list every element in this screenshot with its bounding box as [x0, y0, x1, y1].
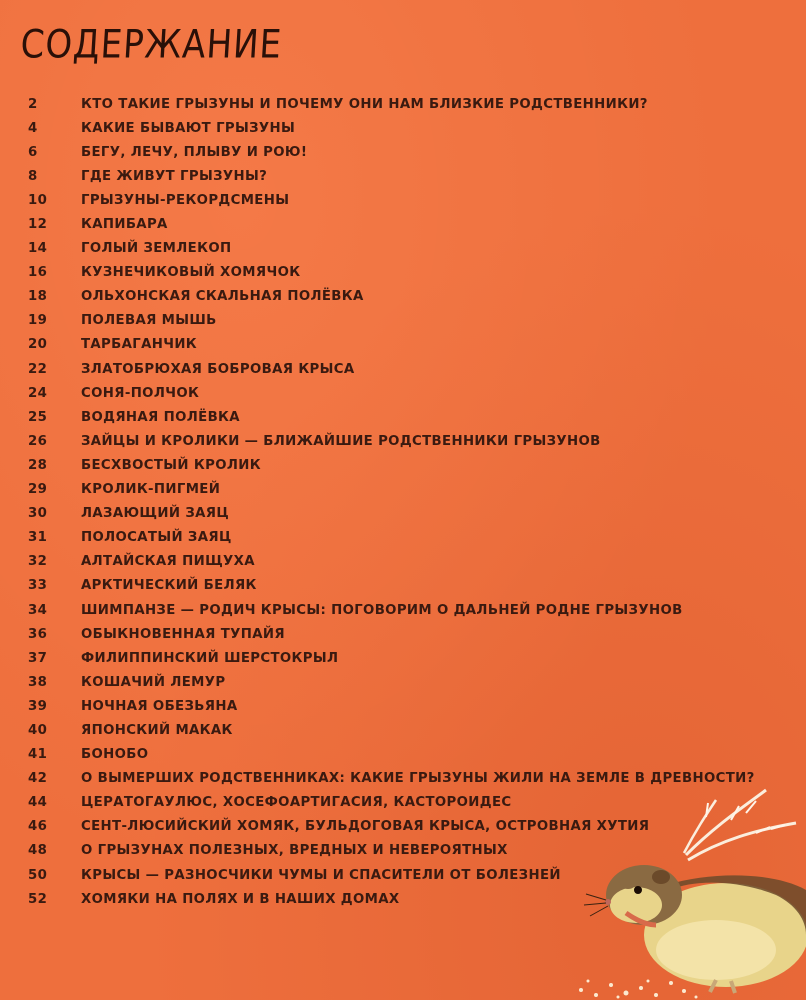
toc-entry-title: ПОЛОСАТЫЙ ЗАЯЦ [81, 530, 232, 546]
toc-entry-title: ГРЫЗУНЫ-РЕКОРДСМЕНЫ [81, 192, 290, 208]
page-title: СОДЕРЖАНИЕ [19, 22, 284, 68]
toc-entry[interactable] [0, 429, 806, 453]
toc-page-number: 52 [28, 891, 48, 907]
toc-entry-title: ЗЛАТОБРЮХАЯ БОБРОВАЯ КРЫСА [81, 361, 355, 377]
toc-page-number: 16 [28, 265, 48, 281]
toc-entry-title: АЛТАЙСКАЯ ПИЩУХА [81, 554, 255, 570]
toc-entry-title: АРКТИЧЕСКИЙ БЕЛЯК [81, 578, 257, 594]
toc-entry-title: БЕГУ, ЛЕЧУ, ПЛЫВУ И РОЮ! [81, 144, 308, 160]
toc-entry[interactable] [0, 92, 806, 116]
toc-page-number: 34 [28, 602, 48, 618]
toc-entry-title: КУЗНЕЧИКОВЫЙ ХОМЯЧОК [81, 265, 301, 281]
toc-entry-title: О ВЫМЕРШИХ РОДСТВЕННИКАХ: КАКИЕ ГРЫЗУНЫ ЖИЛИ НА ЗЕМЛЕ В ДРЕВНОСТИ? [81, 771, 755, 787]
toc-page-number: 33 [28, 578, 48, 594]
toc-page-number: 10 [28, 192, 48, 208]
toc-entry-title: ТАРБАГАНЧИК [81, 337, 198, 353]
toc-entry[interactable] [0, 502, 806, 526]
wheat-stalks-illustration [684, 790, 796, 860]
toc-entry-title: ЦЕРАТОГАУЛЮС, ХОСЕФОАРТИГАСИЯ, КАСТОРОИДЕС [81, 795, 512, 811]
toc-entry[interactable] [0, 333, 806, 357]
toc-page-number: 2 [28, 96, 38, 112]
toc-entry-title: БОНОБО [81, 747, 149, 763]
toc-entry[interactable] [0, 212, 806, 236]
toc-entry-title: ОБЫКНОВЕННАЯ ТУПАЙЯ [81, 626, 285, 642]
toc-entry-title: ШИМПАНЗЕ — РОДИЧ КРЫСЫ: ПОГОВОРИМ О ДАЛЬНЕЙ РОДНЕ ГРЫЗУНОВ [81, 602, 683, 618]
toc-entry-title: ЛАЗАЮЩИЙ ЗАЯЦ [81, 506, 230, 522]
toc-entry-title: ГДЕ ЖИВУТ ГРЫЗУНЫ? [81, 168, 268, 184]
toc-entry-title: ГОЛЫЙ ЗЕМЛЕКОП [81, 241, 232, 257]
toc-entry-title: ХОМЯКИ НА ПОЛЯХ И В НАШИХ ДОМАХ [81, 891, 400, 907]
toc-page-number: 22 [28, 361, 48, 377]
toc-entry[interactable] [0, 550, 806, 574]
toc-entry[interactable] [0, 743, 806, 767]
toc-page-number: 44 [28, 795, 48, 811]
toc-page-number: 4 [28, 120, 38, 136]
toc-entry-title: ЗАЙЦЫ И КРОЛИКИ — БЛИЖАЙШИЕ РОДСТВЕННИКИ ГРЫЗУНОВ [81, 433, 601, 449]
seeds-decoration [579, 980, 698, 999]
toc-entry-title: ЯПОНСКИЙ МАКАК [81, 722, 233, 738]
toc-entry-title: КРОЛИК-ПИГМЕЙ [81, 482, 221, 498]
toc-entry[interactable] [0, 622, 806, 646]
toc-page-number: 32 [28, 554, 48, 570]
toc-entry-title: КАПИБАРА [81, 217, 168, 233]
toc-entry[interactable] [0, 164, 806, 188]
toc-page-number: 14 [28, 241, 48, 257]
toc-entry[interactable] [0, 237, 806, 261]
toc-page-number: 12 [28, 217, 48, 233]
toc-entry[interactable] [0, 140, 806, 164]
toc-entry-title: ВОДЯНАЯ ПОЛЁВКА [81, 409, 240, 425]
toc-entry-title: КОШАЧИЙ ЛЕМУР [81, 674, 226, 690]
toc-page-number: 6 [28, 144, 38, 160]
toc-page-number: 48 [28, 843, 48, 859]
toc-entry[interactable] [0, 453, 806, 477]
toc-page-number: 24 [28, 385, 48, 401]
toc-entry-title: ПОЛЕВАЯ МЫШЬ [81, 313, 217, 329]
toc-page-number: 40 [28, 722, 48, 738]
toc-page-number: 37 [28, 650, 48, 666]
toc-page-number: 41 [28, 747, 48, 763]
toc-page-number: 19 [28, 313, 48, 329]
toc-entry[interactable] [0, 381, 806, 405]
toc-page-number: 31 [28, 530, 48, 546]
toc-page-number: 30 [28, 506, 48, 522]
hamster-illustration [566, 785, 806, 1000]
toc-entry[interactable] [0, 574, 806, 598]
toc-entry[interactable] [0, 670, 806, 694]
toc-page-number: 20 [28, 337, 48, 353]
toc-page-number: 25 [28, 409, 48, 425]
toc-entry[interactable] [0, 188, 806, 212]
toc-page-number: 38 [28, 674, 48, 690]
toc-page-number: 42 [28, 771, 48, 787]
toc-entry-title: КТО ТАКИЕ ГРЫЗУНЫ И ПОЧЕМУ ОНИ НАМ БЛИЗКИЕ РОДСТВЕННИКИ? [81, 96, 648, 112]
toc-entry[interactable] [0, 718, 806, 742]
toc-page-number: 39 [28, 698, 48, 714]
toc-entry[interactable] [0, 309, 806, 333]
toc-page-number: 28 [28, 457, 48, 473]
toc-entry[interactable] [0, 478, 806, 502]
toc-page-number: 18 [28, 289, 48, 305]
toc-page-number: 29 [28, 482, 48, 498]
toc-entry[interactable] [0, 285, 806, 309]
toc-entry[interactable] [0, 261, 806, 285]
toc-entry[interactable] [0, 116, 806, 140]
toc-entry[interactable] [0, 598, 806, 622]
toc-entry-title: БЕСХВОСТЫЙ КРОЛИК [81, 457, 261, 473]
toc-page-number: 46 [28, 819, 48, 835]
toc-entry-title: ОЛЬХОНСКАЯ СКАЛЬНАЯ ПОЛЁВКА [81, 289, 364, 305]
toc-page-number: 26 [28, 433, 48, 449]
toc-entry-title: СОНЯ-ПОЛЧОК [81, 385, 200, 401]
toc-entry[interactable] [0, 646, 806, 670]
hamster-body [584, 865, 806, 993]
toc-entry[interactable] [0, 405, 806, 429]
toc-page-number: 50 [28, 867, 48, 883]
toc-entry-title: СЕНТ-ЛЮСИЙСКИЙ ХОМЯК, БУЛЬДОГОВАЯ КРЫСА, ОСТРОВНАЯ ХУТИЯ [81, 819, 650, 835]
toc-entry-title: О ГРЫЗУНАХ ПОЛЕЗНЫХ, ВРЕДНЫХ И НЕВЕРОЯТНЫХ [81, 843, 508, 859]
toc-entry-title: КРЫСЫ — РАЗНОСЧИКИ ЧУМЫ И СПАСИТЕЛИ ОТ БОЛЕЗНЕЙ [81, 867, 561, 883]
toc-page-number: 8 [28, 168, 38, 184]
toc-entry-title: НОЧНАЯ ОБЕЗЬЯНА [81, 698, 238, 714]
toc-entry[interactable] [0, 694, 806, 718]
toc-page-number: 36 [28, 626, 48, 642]
toc-entry-title: ФИЛИППИНСКИЙ ШЕРСТОКРЫЛ [81, 650, 339, 666]
toc-entry[interactable] [0, 526, 806, 550]
toc-entry-title: КАКИЕ БЫВАЮТ ГРЫЗУНЫ [81, 120, 296, 136]
toc-entry[interactable] [0, 357, 806, 381]
